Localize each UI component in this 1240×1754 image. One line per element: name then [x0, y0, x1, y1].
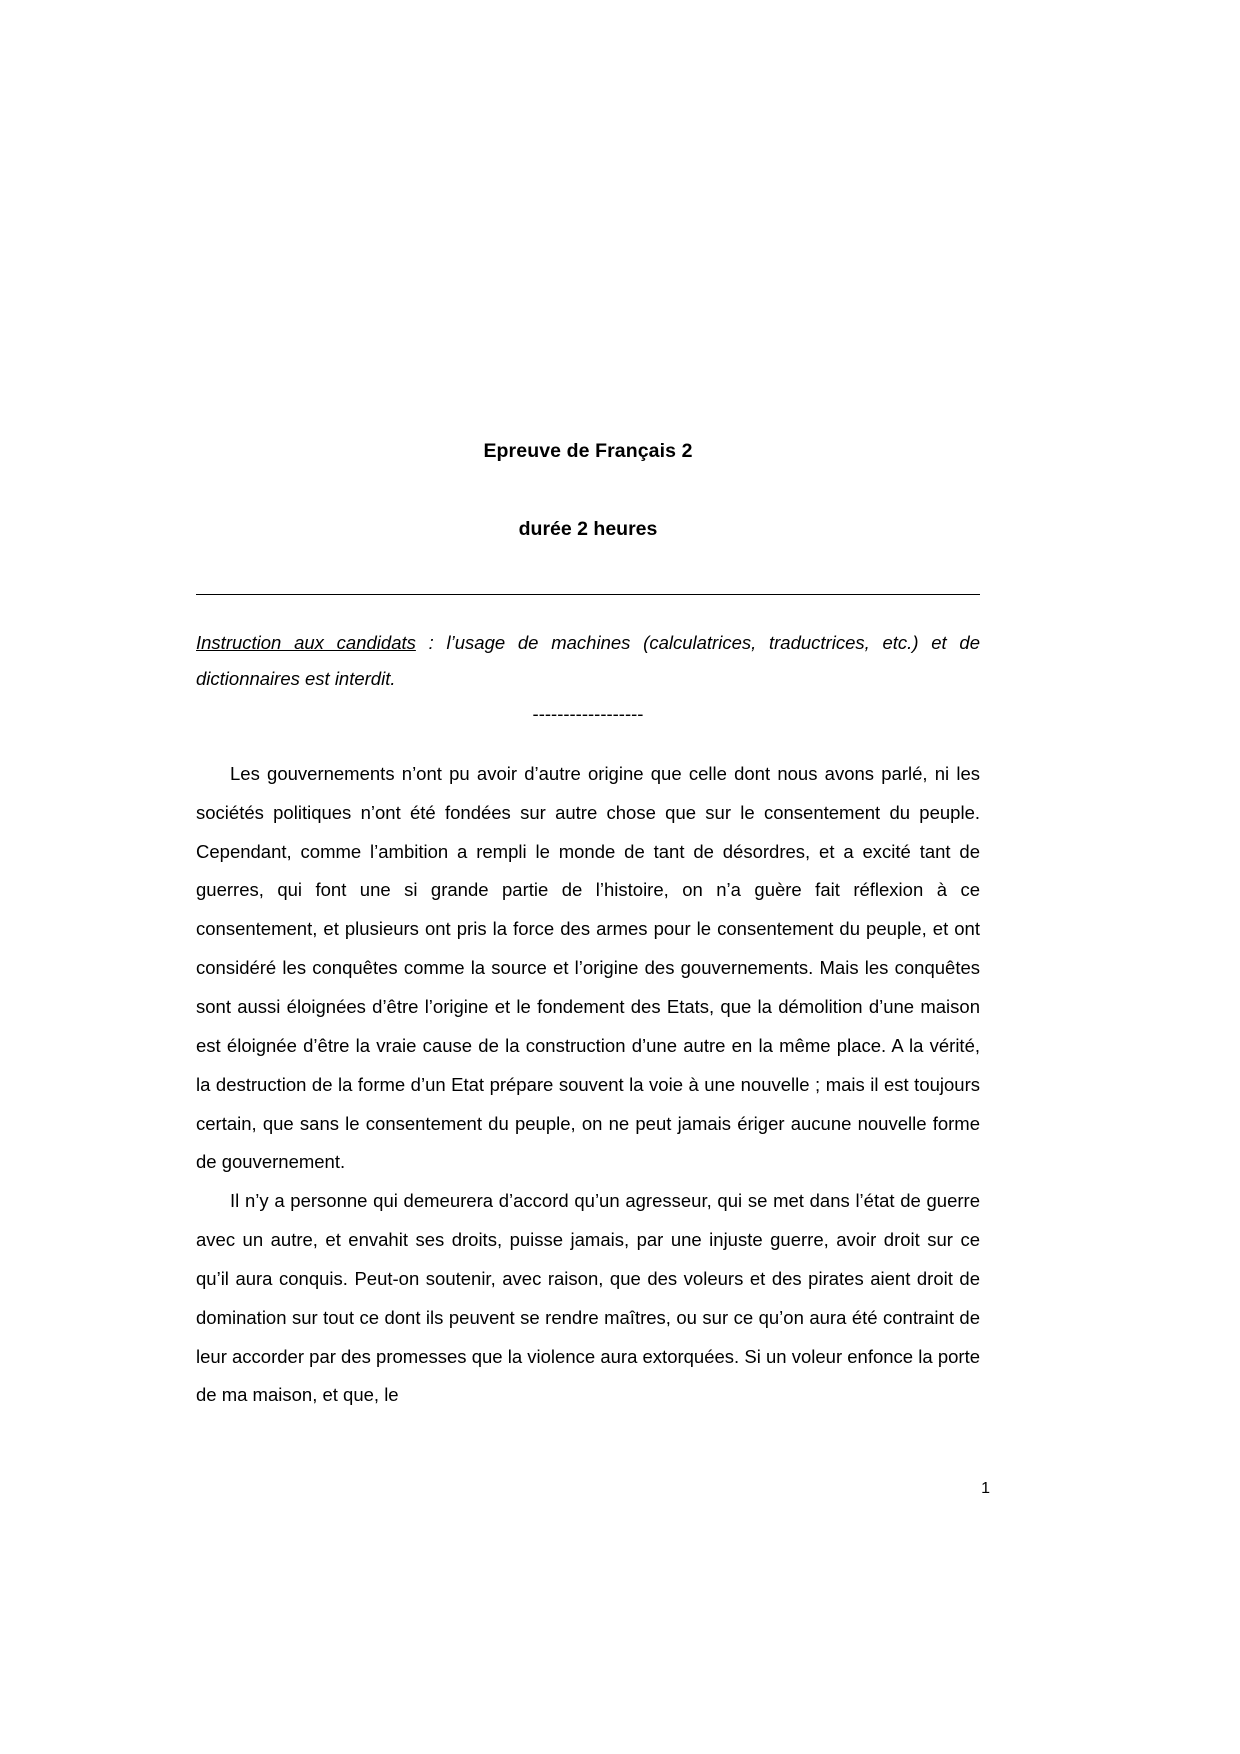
page-number: 1	[981, 1480, 990, 1497]
instruction-text: : l’usage de machines (calculatrices, traductrices, etc.) et de dictionnaires est interdit.	[196, 631, 980, 689]
horizontal-divider	[196, 594, 980, 595]
exam-duration: durée 2 heures	[518, 518, 658, 541]
body-paragraph-1: Les gouvernements n’ont pu avoir d’autre origine que celle dont nous avons parlé, ni les sociétés politiques n’ont été fondées sur autre chose que sur le consentement du peuple. Cependant, comme l’ambition a rempli le monde de tant de désordres, et a excité tant de guerres, qui font une si grande partie de l’histoire, on n’a guère fait réflexion à ce consentement, et plusieurs ont pris la force des armes pour le consentement du peuple, et ont considéré les conquêtes comme la source et l’origine des gouvernements. Mais les conquêtes sont aussi éloignées d’être l’origine et le fondement des Etats, que la démolition d’une maison est éloignée d’être la vraie cause de la construction d’une autre en la même place. A la vérité, la destruction de la forme d’un Etat prépare souvent la voie à une nouvelle ; mais il est toujours certain, que sans le consentement du peuple, on ne peut jamais ériger aucune nouvelle forme de gouvernement.	[196, 762, 980, 1173]
page-content	[196, 0, 980, 1415]
instruction-label: Instruction aux candidats	[196, 631, 416, 653]
page-title: Epreuve de Français 2	[483, 440, 693, 462]
title-block	[196, 440, 980, 542]
dashed-separator: ------------------	[532, 702, 644, 724]
body-text	[196, 755, 980, 1415]
instruction-paragraph	[196, 625, 980, 697]
body-paragraph-2: Il n’y a personne qui demeurera d’accord qu’un agresseur, qui se met dans l’état de guerre avec un autre, et envahit ses droits, puisse jamais, par une injuste guerre, avoir droit sur ce qu’il aura conquis. Peut-on soutenir, avec raison, que des voleurs et des pirates aient droit de domination sur tout ce dont ils peuvent se rendre maîtres, ou sur ce qu’on aura été contraint de leur accorder par des promesses que la violence aura extorquées. Si un voleur enfonce la porte de ma maison, et que, le	[196, 1190, 980, 1406]
